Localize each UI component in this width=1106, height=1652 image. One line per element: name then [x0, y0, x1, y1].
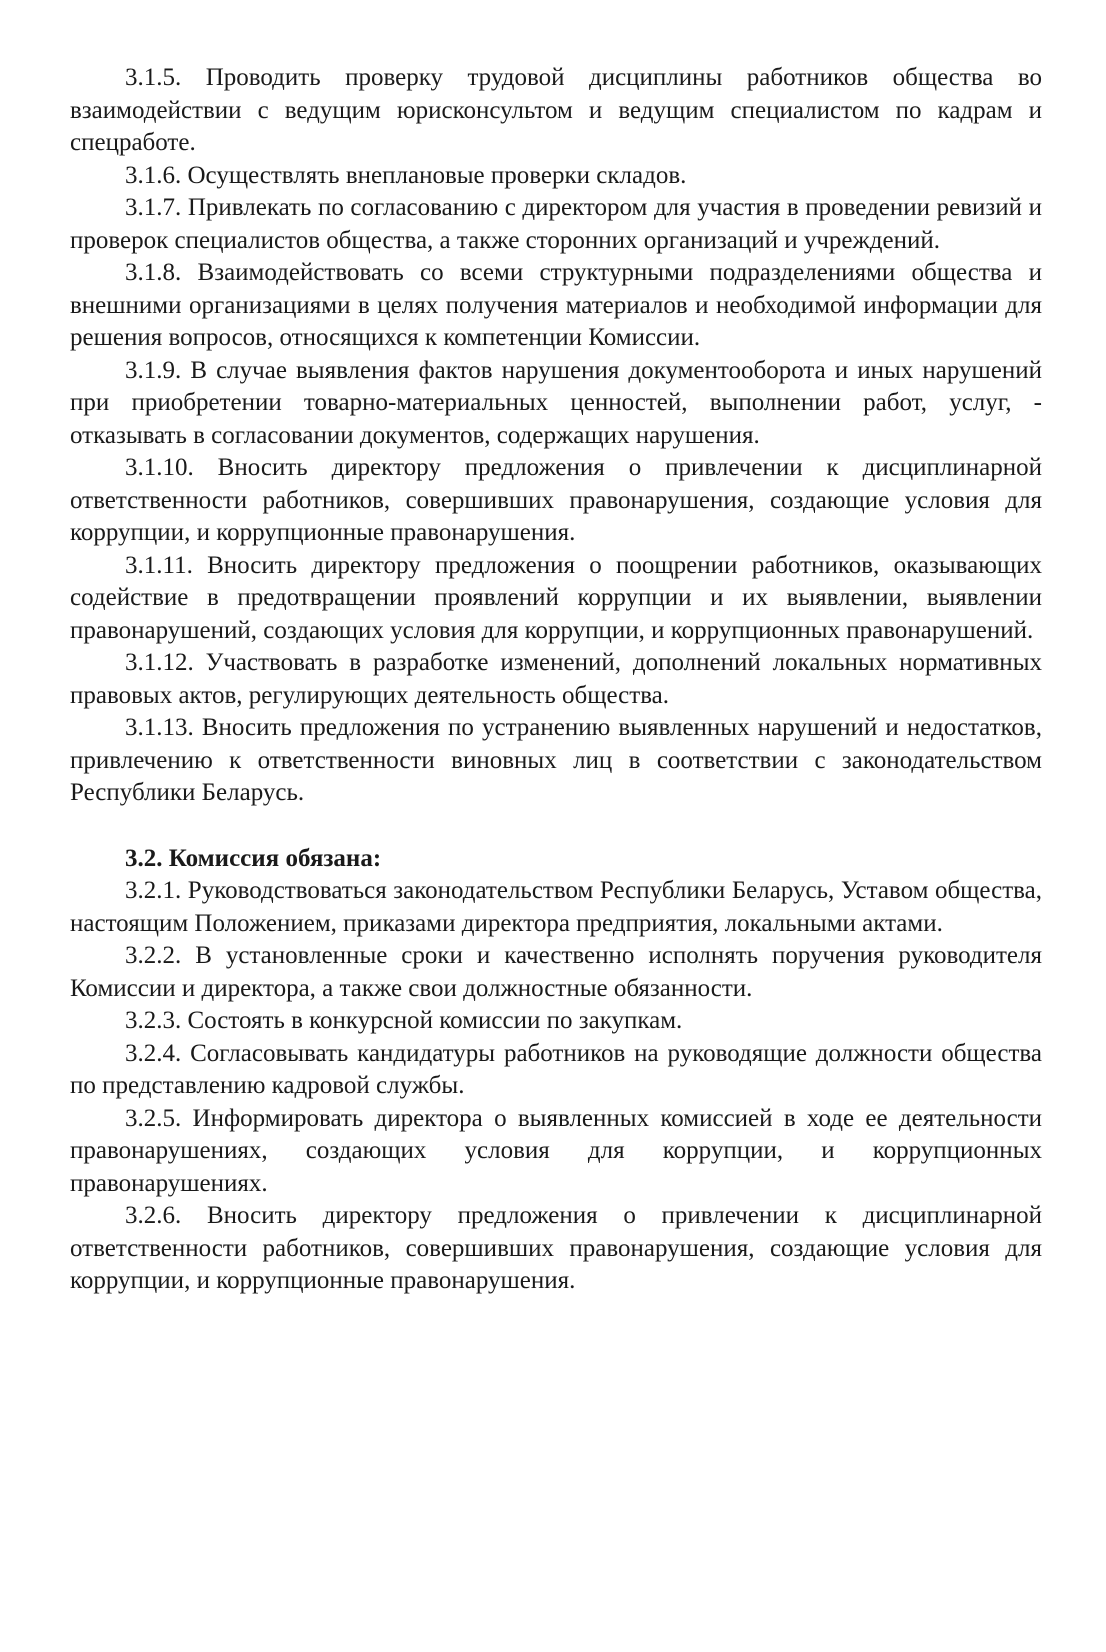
- document-body: [70, 62, 1042, 1298]
- clause-3-2-6: 3.2.6. Вносить директору предложения о привлечении к дисциплинарной ответственности работников, совершивших правонарушения, создающие условия для коррупции, и коррупционные правонарушения.: [70, 1202, 1042, 1294]
- clause-3-1-8: 3.1.8. Взаимодействовать со всеми структурными подразделениями общества и внешними организациями в целях получения материалов и необходимой информации для решения вопросов, относящихся к компетенции Комиссии.: [70, 259, 1042, 351]
- clause-3-2-2: 3.2.2. В установленные сроки и качественно исполнять поручения руководителя Комиссии и директора, а также свои должностные обязанности.: [70, 942, 1042, 1002]
- clause-3-1-5: 3.1.5. Проводить проверку трудовой дисциплины работников общества во взаимодействии с ведущим юрисконсультом и ведущим специалистом по кадрам и спецработе.: [70, 64, 1042, 156]
- clause-3-1-11: 3.1.11. Вносить директору предложения о поощрении работников, оказывающих содействие в предотвращении проявлений коррупции и их выявлении, выявлении правонарушений, создающих условия для коррупции, и коррупционных правонарушений.: [70, 551, 1042, 644]
- clause-3-1-6: 3.1.6. Осуществлять внеплановые проверки складов.: [125, 161, 687, 189]
- clause-3-2-1: 3.2.1. Руководствоваться законодательством Республики Беларусь, Уставом общества, настоящим Положением, приказами директора предприятия, локальными актами.: [70, 877, 1042, 937]
- clause-3-1-12: 3.1.12. Участвовать в разработке изменений, дополнений локальных нормативных правовых актов, регулирующих деятельность общества.: [70, 649, 1042, 709]
- clause-3-1-10: 3.1.10. Вносить директору предложения о привлечении к дисциплинарной ответственности работников, совершивших правонарушения, создающие условия для коррупции, и коррупционные правонарушения.: [70, 454, 1042, 546]
- clause-3-2-4: 3.2.4. Согласовывать кандидатуры работников на руководящие должности общества по представлению кадровой службы.: [70, 1039, 1042, 1099]
- clause-3-2-3: 3.2.3. Состоять в конкурсной комиссии по закупкам.: [125, 1007, 683, 1034]
- clause-3-2-5: 3.2.5. Информировать директора о выявленных комиссией в ходе ее деятельности правонарушениях, создающих условия для коррупции, и коррупционных правонарушениях.: [70, 1104, 1042, 1197]
- clause-3-1-7: 3.1.7. Привлекать по согласованию с директором для участия в проведении ревизий и проверок специалистов общества, а также сторонних организаций и учреждений.: [70, 194, 1042, 254]
- clause-3-1-13: 3.1.13. Вносить предложения по устранению выявленных нарушений и недостатков, привлечению к ответственности виновных лиц в соответствии с законодательством Республики Беларусь.: [70, 714, 1042, 806]
- section-3-2-heading: 3.2. Комиссия обязана:: [125, 844, 382, 872]
- clause-3-1-9: 3.1.9. В случае выявления фактов нарушения документооборота и иных нарушений при приобретении товарно-материальных ценностей, выполнении работ, услуг, - отказывать в согласовании документов, содержащих нарушения.: [70, 356, 1042, 449]
